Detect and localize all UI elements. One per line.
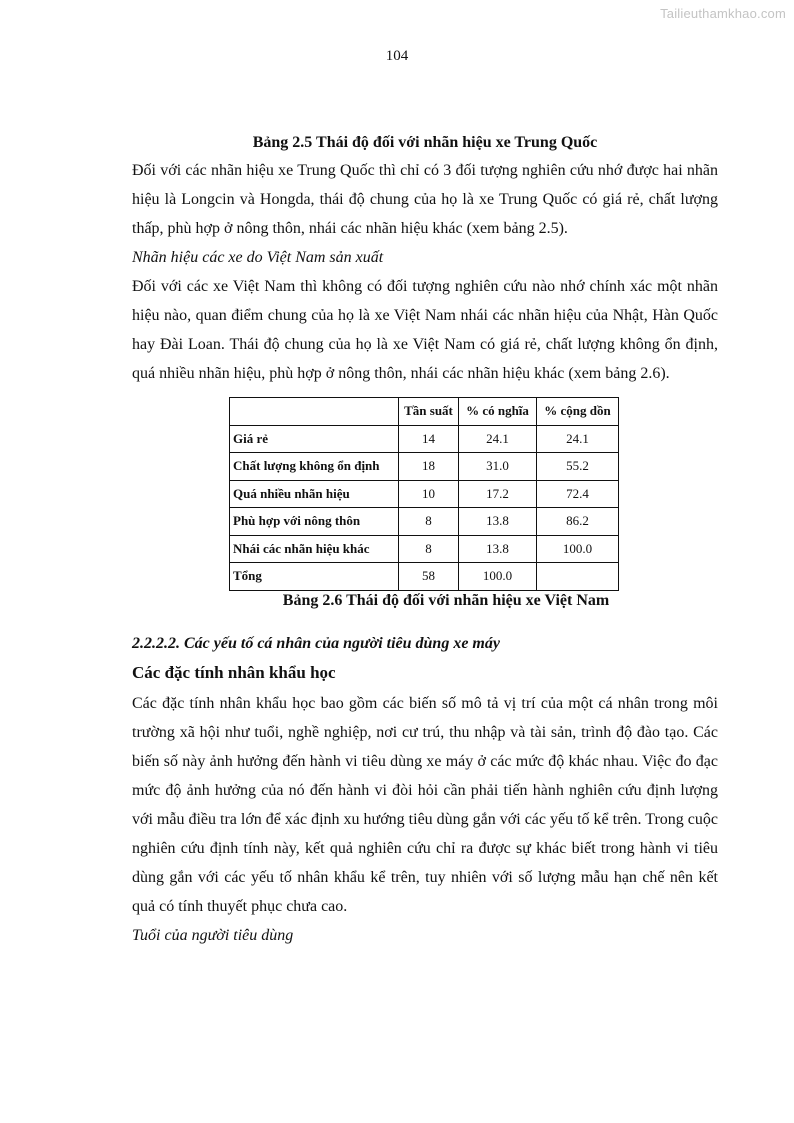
table-cell-label: Phù hợp với nông thôn [230,508,399,536]
table-cell: 13.8 [459,535,537,563]
page-content [132,130,718,950]
table-2-6-caption: Bảng 2.6 Thái độ đối với nhãn hiệu xe Việt Nam [282,591,610,609]
table-cell: 8 [399,508,459,536]
table-header-row [230,398,619,426]
table-cell [537,563,619,591]
table-row-total [230,563,619,591]
section-heading: 2.2.2.2. Các yếu tố cá nhân của người tiêu dùng xe máy [132,634,500,652]
watermark: Tailieuthamkhao.com [660,6,786,21]
table-cell: 24.1 [459,425,537,453]
paragraph-vietnam-brands: Đối với các xe Việt Nam thì không có đối tượng nghiên cứu nào nhớ chính xác một nhãn hiệu nào, quan điểm chung của họ là xe Việt Nam nhái các nhãn hiệu của Nhật, Hàn Quốc hay Đài Loan. Thái độ chung của họ là xe Việt Nam có giá rẻ, chất lượng không ổn định, quá nhiều nhãn hiệu, phù hợp ở nông thôn, nhái các nhãn hiệu khác (xem bảng 2.6). [132,278,718,382]
heading-vietnam-brands: Nhãn hiệu các xe do Việt Nam sản xuất [132,249,384,266]
table-row [230,425,619,453]
table-cell: 100.0 [459,563,537,591]
table-cell-label: Giá rẻ [230,425,399,453]
table-header-cell [230,398,399,426]
paragraph-china-brands: Đối với các nhãn hiệu xe Trung Quốc thì chỉ có 3 đối tượng nghiên cứu nhớ được hai nhãn hiệu là Longcin và Hongda, thái độ chung của họ là xe Trung Quốc có giá rẻ, chất lượng thấp, phù hợp ở nông thôn, nhái các nhãn hiệu khác (xem bảng 2.5). [132,162,718,237]
table-cell: 31.0 [459,453,537,481]
table-cell-label: Chất lượng không ổn định [230,453,399,481]
table-row [230,535,619,563]
attitude-table [229,397,619,591]
heading-consumer-age: Tuổi của người tiêu dùng [132,926,294,944]
table-cell: 18 [399,453,459,481]
table-header-cell: Tần suất [399,398,459,426]
table-cell: 100.0 [537,535,619,563]
table-cell: 14 [399,425,459,453]
table-row [230,480,619,508]
paragraph-demographics: Các đặc tính nhân khẩu học bao gồm các biến số mô tả vị trí của một cá nhân trong môi trường xã hội như tuổi, nghề nghiệp, nơi cư trú, thu nhập và tài sản, trình độ đào tạo. Các biến số này ảnh hưởng đến hành vi tiêu dùng xe máy ở các mức độ khác nhau. Việc đo đạc mức độ ảnh hưởng của nó đến hành vi đòi hỏi cần phải tiến hành nghiên cứu định lượng với mẫu điều tra lớn để xác định xu hướng tiêu dùng gắn với các yếu tố kể trên. Trong cuộc nghiên cứu định tính này, kết quả nghiên cứu chỉ ra được sự khác biết trong hành vi tiêu dùng gắn với các yếu tố nhân khẩu kể trên, tuy nhiên với số lượng mẫu hạn chế nên kết quả có tính thuyết phục chưa cao. [132,694,718,915]
table-header-cell: % có nghĩa [459,398,537,426]
table-row [230,453,619,481]
table-cell: 55.2 [537,453,619,481]
table-row [230,508,619,536]
table-cell: 72.4 [537,480,619,508]
table-cell: 13.8 [459,508,537,536]
table-cell-label: Quá nhiều nhãn hiệu [230,480,399,508]
table-cell: 24.1 [537,425,619,453]
sub-heading-demographics: Các đặc tính nhân khẩu học [132,662,336,682]
table-cell-label: Nhái các nhãn hiệu khác [230,535,399,563]
table-cell: 17.2 [459,480,537,508]
table-cell: 10 [399,480,459,508]
table-cell: 8 [399,535,459,563]
table-header-cell: % cộng dồn [537,398,619,426]
table-2-5-caption: Bảng 2.5 Thái độ đối với nhãn hiệu xe Trung Quốc [252,134,598,151]
page-number: 104 [385,48,409,64]
table-cell: 58 [399,563,459,591]
table-cell-label: Tổng [230,563,399,591]
table-cell: 86.2 [537,508,619,536]
